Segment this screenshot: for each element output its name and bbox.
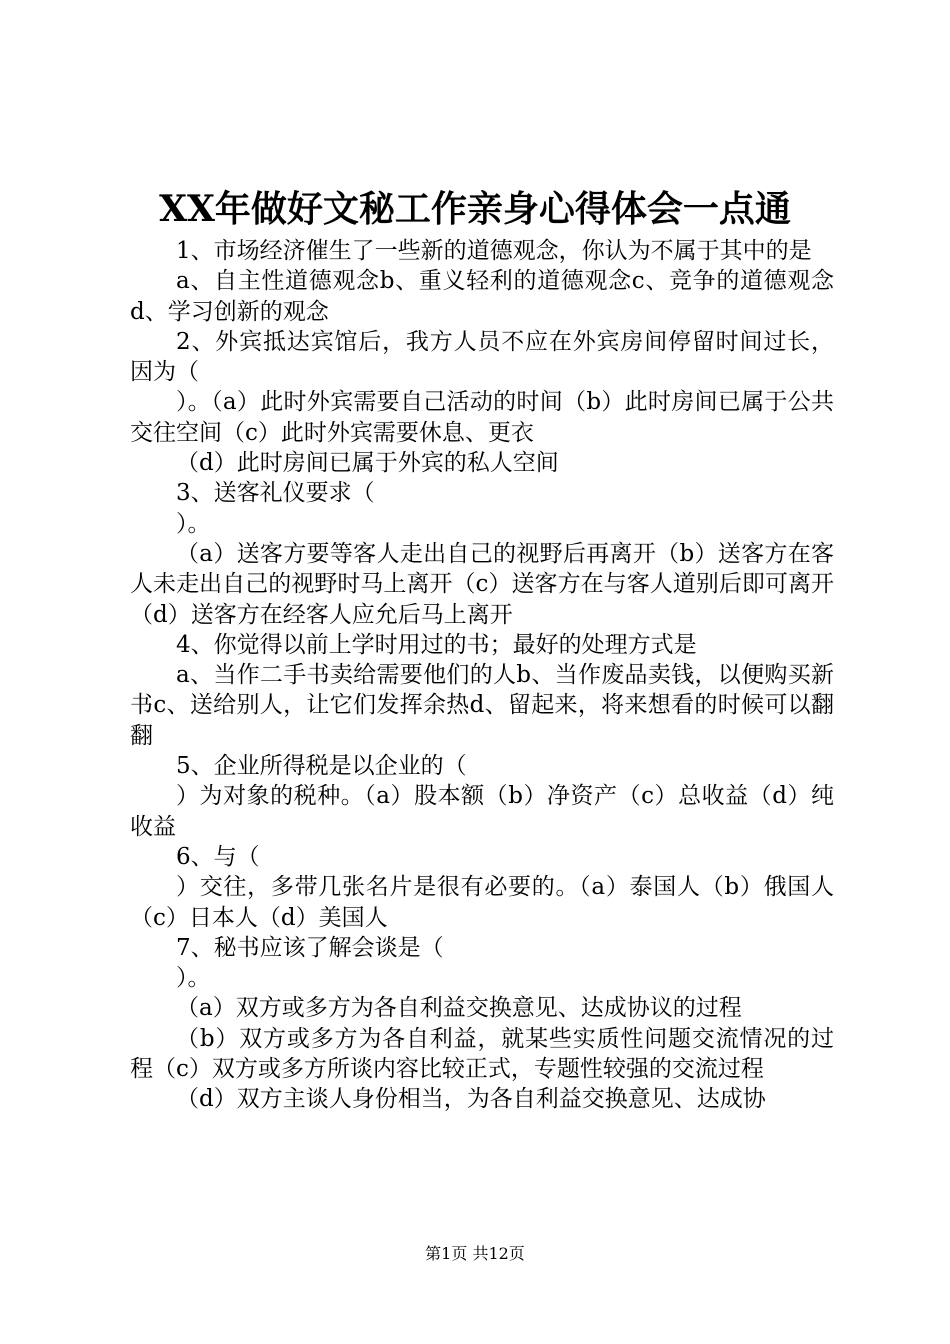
paragraph: 5、企业所得税是以企业的（ — [176, 753, 467, 780]
document-title: XX年做好文秘工作亲身心得体会一点通 — [159, 188, 791, 230]
paragraph: ）为对象的税种。（a）股本额（b）净资产（c）总收益（d）纯收益 — [130, 783, 834, 840]
paragraph: a、当作二手书卖给需要他们的人b、当作废品卖钱，以便购买新书c、送给别人，让它们发挥余热d、留起来，将来想看的时候可以翻翻 — [130, 662, 834, 749]
page-indicator: 第1页 共12页 — [425, 1244, 525, 1263]
paragraph: 3、送客礼仪要求（ — [176, 480, 375, 507]
paragraph: ）。（a）此时外宾需要自己活动的时间（b）此时房间已属于公共交往空间（c）此时外宾需要休息、更衣 — [130, 389, 834, 446]
paragraph: 4、你觉得以前上学时用过的书；最好的处理方式是 — [176, 631, 697, 658]
paragraph: 2、外宾抵达宾馆后，我方人员不应在外宾房间停留时间过长，因为（ — [130, 328, 834, 386]
paragraph: （a）送客方要等客人走出自己的视野后再离开（b）送客方在客人未走出自己的视野时马上离开（c）送客方在与客人道别后即可离开（d）送客方在经客人应允后马上离开 — [130, 540, 834, 628]
paragraph: ）。 — [176, 510, 211, 537]
paragraph: （b）双方或多方为各自利益，就某些实质性问题交流情况的过程（c）双方或多方所谈内容比较正式，专题性较强的交流过程 — [130, 1025, 834, 1083]
paragraph: a、自主性道德观念b、重义轻利的道德观念c、竞争的道德观念d、学习创新的观念 — [130, 268, 834, 325]
paragraph: ）交往，多带几张名片是很有必要的。（a）泰国人（b）俄国人（c）日本人（d）美国人 — [130, 874, 834, 931]
paragraph: ）。 — [176, 965, 211, 992]
paragraph: （d）双方主谈人身份相当，为各自利益交换意见、达成协 — [176, 1086, 766, 1113]
paragraph: （a）双方或多方为各自利益交换意见、达成协议的过程 — [176, 995, 742, 1022]
document-body — [130, 236, 834, 1115]
paragraph: （d）此时房间已属于外宾的私人空间 — [176, 450, 559, 477]
paragraph: 6、与（ — [176, 843, 260, 870]
paragraph: 7、秘书应该了解会谈是（ — [176, 934, 444, 961]
paragraph: 1、市场经济催生了一些新的道德观念，你认为不属于其中的是 — [176, 238, 812, 264]
